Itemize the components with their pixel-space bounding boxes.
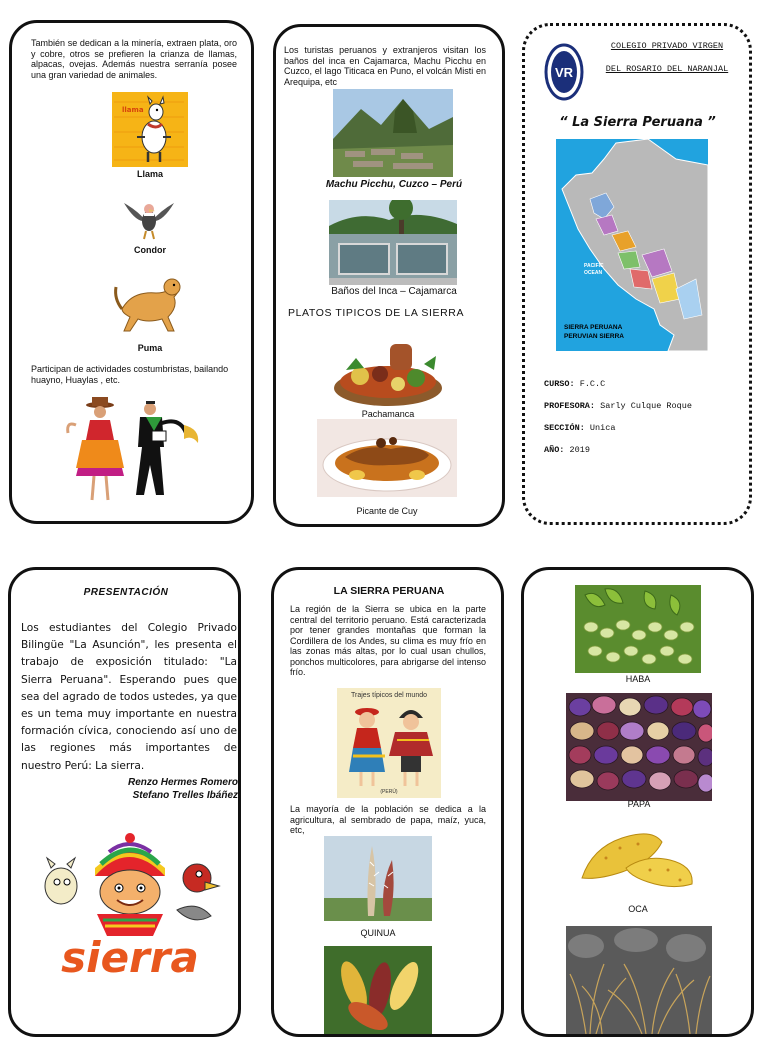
school-name-line1: COLEGIO PRIVADO VIRGEN bbox=[610, 41, 724, 51]
ichu-grass-image bbox=[566, 926, 712, 1034]
peru-map-image bbox=[556, 139, 708, 351]
author-1: Renzo Hermes Romero bbox=[127, 777, 238, 788]
traditional-costumes-image bbox=[337, 688, 441, 798]
cover-title: “ La Sierra Peruana ” bbox=[559, 115, 716, 130]
haba-caption: HABA bbox=[625, 674, 651, 684]
dishes-title: PLATOS TIPICOS DE LA SIERRA bbox=[288, 307, 465, 319]
svg-text:SIERRA PERUANA: SIERRA PERUANA bbox=[564, 324, 623, 331]
panel-animals bbox=[9, 20, 254, 524]
pachamanca-caption: Pachamanca bbox=[361, 409, 415, 419]
puma-caption: Puma bbox=[137, 343, 163, 353]
panel-sierra-description bbox=[271, 567, 504, 1037]
tourism-text: Los turistas peruanos y extranjeros visitan los baños del inca en Cajamarca, Machu Picchu en Cuzco, el lago Titicaca en Puno, el volcán Misti en Arequipa, etc bbox=[284, 45, 486, 87]
year-label: AÑO: bbox=[544, 445, 565, 455]
teacher-label: PROFESORA: bbox=[544, 401, 596, 411]
panel-presentation bbox=[8, 567, 241, 1037]
sierra-title: LA SIERRA PERUANA bbox=[333, 585, 445, 597]
dancers-image bbox=[64, 395, 214, 510]
presentation-title: PRESENTACIÓN bbox=[83, 587, 169, 598]
picante-cuy-image bbox=[317, 419, 457, 497]
condor-image bbox=[120, 193, 178, 241]
svg-text:sierra: sierra bbox=[61, 933, 199, 980]
author-2: Stefano Trelles Ibáñez bbox=[132, 790, 238, 801]
mining-text: También se dedican a la minería, extraen plata, oro y cobre, otros se prefieren la crianza de llamas, alpacas, ovejas. Además nuestra serranía posee una gran variedad de animales. bbox=[31, 38, 237, 80]
presentation-body: Los estudiantes del Colegio Privado Bilingüe "La Asunción", les presenta el trabajo de exposición titulado: "La Sierra Peruana". Esperando pues que sea del agrado de todos ustedes, ya que es un tema muy importante en nuestra formación cívica, conociendo así uno de las regiones más importantes de nuestro Perú: La sierra. bbox=[21, 622, 237, 772]
corn-image bbox=[324, 946, 432, 1036]
school-logo-icon bbox=[544, 43, 584, 101]
svg-text:VR: VR bbox=[554, 65, 574, 80]
svg-text:Trajes típicos del mundo: Trajes típicos del mundo bbox=[351, 692, 427, 699]
sierra-logo-image bbox=[37, 830, 223, 980]
section-value: Unica bbox=[589, 423, 616, 433]
teacher-line bbox=[544, 401, 744, 412]
quinua-image bbox=[324, 836, 432, 921]
quinua-caption: QUINUA bbox=[360, 928, 396, 938]
year-line bbox=[544, 445, 744, 456]
school-name-line2: DEL ROSARIO DEL NARANJAL bbox=[605, 64, 729, 74]
sierra-description: La región de la Sierra se ubica en la parte central del territorio peruano. Está caracterizada por tener grandes montañas que forman la Cordillera de los Andes, su clima es muy frío en las zonas más altas, por lo cual usan chullos, ponchos multicolores, para abrigarse del intenso frío. bbox=[290, 604, 486, 677]
oca-image bbox=[576, 818, 700, 898]
svg-text:(PERÚ): (PERÚ) bbox=[380, 789, 398, 795]
condor-caption: Condor bbox=[134, 245, 166, 255]
course-label: CURSO: bbox=[544, 379, 575, 389]
activities-text: Participan de actividades costumbristas, bailando huayno, Huaylas , etc. bbox=[31, 364, 229, 385]
pachamanca-image bbox=[328, 330, 448, 412]
papa-caption: PAPA bbox=[627, 799, 651, 809]
banos-inca-image bbox=[329, 200, 457, 285]
papa-image bbox=[566, 693, 712, 801]
haba-image bbox=[575, 585, 701, 673]
section-line bbox=[544, 423, 744, 434]
oca-caption: OCA bbox=[628, 904, 648, 914]
picante-cuy-caption: Picante de Cuy bbox=[356, 506, 418, 516]
puma-image bbox=[112, 269, 188, 339]
svg-text:PACIFIC: PACIFIC bbox=[584, 263, 604, 269]
svg-text:llama: llama bbox=[122, 106, 144, 114]
panel-crops bbox=[521, 567, 754, 1037]
agriculture-text: La mayoría de la población se dedica a la agricultura, al sembrado de papa, maíz, yuca, etc, bbox=[290, 804, 486, 835]
year-value: 2019 bbox=[569, 445, 590, 455]
teacher-value: Sarly Culque Roque bbox=[600, 401, 692, 411]
svg-text:PERUVIAN SIERRA: PERUVIAN SIERRA bbox=[564, 333, 624, 340]
banos-caption: Baños del Inca – Cajamarca bbox=[331, 286, 457, 297]
panel-tourism bbox=[273, 24, 505, 527]
course-line bbox=[544, 379, 744, 390]
panel-cover bbox=[522, 23, 752, 525]
section-label: SECCIÓN: bbox=[544, 423, 585, 433]
svg-text:OCEAN: OCEAN bbox=[584, 270, 603, 276]
llama-image bbox=[112, 92, 188, 167]
course-value: F.C.C bbox=[579, 379, 606, 389]
machu-caption: Machu Picchu, Cuzco – Perú bbox=[325, 179, 463, 190]
machu-picchu-image bbox=[333, 89, 453, 177]
llama-caption: Llama bbox=[136, 169, 163, 179]
